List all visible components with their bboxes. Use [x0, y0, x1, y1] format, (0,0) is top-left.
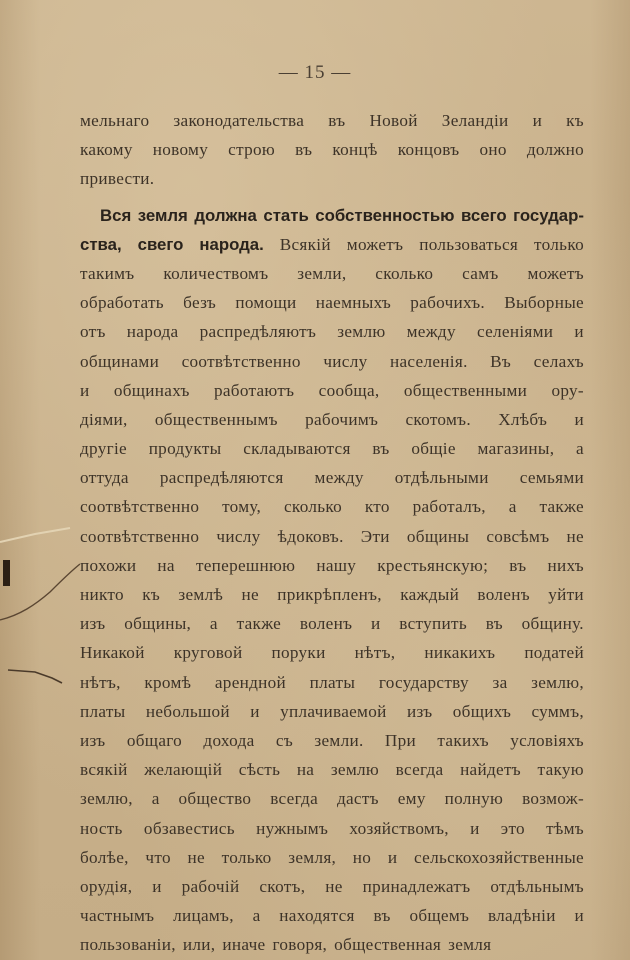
text-line: Вся земля должна стать собственностью всего государ- [100, 205, 584, 225]
text-line: оттуда распредѣляются между отдѣльными семьями [80, 468, 584, 488]
text-line: обработать безъ помощи наемныхъ рабочихъ. Выборные [80, 293, 584, 313]
text-line: платы небольшой и уплачиваемой изъ общихъ суммъ, [80, 701, 584, 721]
text-line: пользованіи, или, иначе говоря, общественная земля [80, 935, 492, 955]
text-line: такимъ количествомъ земли, сколько самъ можетъ [80, 263, 584, 283]
text-line: какому новому строю въ концѣ концовъ оно должно [80, 140, 584, 160]
text-line: и общинахъ работаютъ сообща, общественными ору- [80, 380, 584, 400]
paragraph-gap [80, 194, 584, 201]
text-line: похожи на теперешнюю нашу крестьянскую; въ нихъ [80, 555, 584, 575]
text-line: общинами соотвѣтственно числу населенія. Въ селахъ [80, 351, 584, 371]
page-number: — 15 — [278, 62, 352, 83]
text-line: привести. [80, 169, 155, 189]
text-line: болѣе, что не только земля, но и сельскохозяйственные [80, 847, 584, 867]
text-line: отъ народа распредѣляютъ землю между селеніями и [80, 322, 584, 342]
text-body [80, 106, 584, 959]
text-line: мельнаго законодательства въ Новой Зеландіи и къ [80, 111, 584, 130]
text-line: всякій желающій сѣсть на землю всегда найдетъ такую [80, 760, 584, 780]
text-line: діями, общественнымъ рабочимъ скотомъ. Хлѣбъ и [80, 409, 584, 429]
text-line: ства, свего народа. Всякій можетъ пользоваться только [80, 234, 584, 254]
text-line: изъ общаго дохода съ земли. При такихъ условіяхъ [80, 730, 584, 750]
text-line: орудія, и рабочій скотъ, не принадлежатъ отдѣльнымъ [80, 876, 584, 896]
text-line: землю, а общество всегда дастъ ему полную возмож- [80, 789, 584, 809]
text-line: нѣтъ, кромѣ арендной платы государству за землю, [80, 672, 584, 692]
text-line: соотвѣтственно числу ѣдоковъ. Эти общины совсѣмъ не [80, 526, 584, 546]
text-line: Никакой круговой поруки нѣтъ, никакихъ податей [80, 643, 584, 663]
text-line: изъ общины, а также воленъ и вступить въ общину. [80, 614, 584, 634]
text-line: никто къ землѣ не прикрѣпленъ, каждый воленъ уйти [80, 585, 584, 604]
text-line: ность обзавестись нужнымъ хозяйствомъ, и это тѣмъ [80, 818, 584, 838]
text-line: соотвѣтственно тому, сколько кто работалъ, а также [80, 497, 584, 517]
text-line: другіе продукты складываются въ общіе магазины, а [80, 439, 584, 459]
text-line: частнымъ лицамъ, а находятся въ общемъ владѣніи и [80, 906, 584, 926]
